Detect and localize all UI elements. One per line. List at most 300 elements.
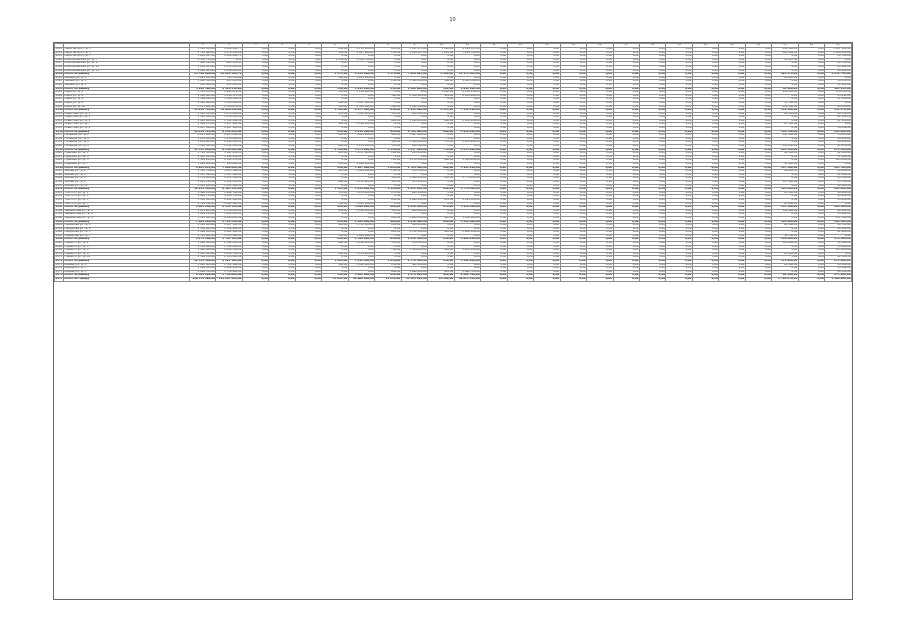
value-cell: 2 228 400,00 xyxy=(190,224,216,228)
value-cell: 0,00 xyxy=(454,209,480,213)
value-cell: 174 600,00 xyxy=(825,274,852,278)
value-cell: 0,00 xyxy=(242,263,268,267)
value-cell: 0,00 xyxy=(269,130,295,134)
address-cell: Итого по району xyxy=(64,220,190,224)
value-cell: 0,00 xyxy=(666,191,692,195)
value-cell: 5 474 000,00 xyxy=(348,148,374,152)
value-cell: 0,00 xyxy=(692,180,718,184)
value-cell: 0,00 xyxy=(719,83,745,87)
row-number-cell: 2523 xyxy=(55,83,63,86)
row-number-cell: 2534 xyxy=(55,122,63,126)
value-cell: 0,00 xyxy=(454,134,480,138)
value-cell: 0,00 xyxy=(745,216,771,220)
value-cell: 0,00 xyxy=(692,123,718,127)
value-cell: 114 000,00 xyxy=(825,91,852,95)
row-number-cell: 2573 xyxy=(55,263,63,266)
value-cell: 2 186 000,00 xyxy=(348,220,374,224)
value-cell: 0,00 xyxy=(454,101,480,105)
value-cell: 0,00 xyxy=(295,249,321,253)
value-cell: 0,00 xyxy=(534,216,560,220)
value-cell: 0,00 xyxy=(534,224,560,228)
value-cell: 0,00 xyxy=(507,148,533,152)
value-cell: 920,00 xyxy=(428,216,454,220)
value-cell: 0,00 xyxy=(692,80,718,84)
value-cell: 0,00 xyxy=(798,195,824,199)
value-cell: 0,00 xyxy=(639,238,665,242)
value-cell: 0,00 xyxy=(587,249,613,253)
value-cell: 0,00 xyxy=(719,105,745,109)
value-cell: 2 542 000,00 xyxy=(401,109,427,113)
value-cell: 0,00 xyxy=(269,55,295,59)
value-cell: 0,00 xyxy=(613,231,639,235)
value-cell: 4 014 000,00 xyxy=(348,188,374,192)
value-cell: 0,00 xyxy=(587,263,613,267)
value-cell: 0,00 xyxy=(560,209,586,213)
value-cell: 118 200,00 xyxy=(772,145,798,149)
value-cell: 2 930 400,00 xyxy=(454,130,480,134)
value-cell: 910 000,00 xyxy=(401,112,427,116)
value-cell: 0,00 xyxy=(587,224,613,228)
value-cell: 0,00 xyxy=(613,91,639,95)
column-header: 15 xyxy=(560,44,586,48)
value-cell: 0,00 xyxy=(613,224,639,228)
address-cell: Пушкина ул., д. 5 xyxy=(64,159,190,163)
value-cell: 0,00 xyxy=(295,278,321,282)
value-cell: 1 060 000,00 xyxy=(348,163,374,167)
value-cell: 0,00 xyxy=(666,242,692,246)
value-cell: 620,00 xyxy=(375,119,401,123)
value-cell: 930,00 xyxy=(375,130,401,134)
value-cell: 520,00 xyxy=(322,170,348,174)
value-cell: 0,00 xyxy=(269,101,295,105)
value-cell: 0,00 xyxy=(322,69,348,73)
value-cell: 0,00 xyxy=(613,202,639,206)
value-cell: 51 400,00 xyxy=(825,242,852,246)
value-cell: 0,00 xyxy=(322,216,348,220)
value-cell: 0,00 xyxy=(613,155,639,159)
value-cell: 0,00 xyxy=(560,155,586,159)
value-cell: 340,00 xyxy=(322,234,348,238)
value-cell: 0,00 xyxy=(613,227,639,231)
value-cell: 1 288 400,00 xyxy=(190,267,216,271)
column-header: 18 xyxy=(639,44,665,48)
value-cell: 0,00 xyxy=(401,184,427,188)
value-cell: 0,00 xyxy=(692,62,718,66)
value-cell: 0,00 xyxy=(692,249,718,253)
value-cell: 0,00 xyxy=(348,173,374,177)
value-cell: 0,00 xyxy=(481,80,507,84)
value-cell: 0,00 xyxy=(666,83,692,87)
row-number-cell: 2547 xyxy=(55,169,63,173)
value-cell: 250,00 xyxy=(375,87,401,91)
value-cell: 0,00 xyxy=(348,65,374,69)
value-cell: 2 508 100,00 xyxy=(216,256,242,260)
value-cell: 810,00 xyxy=(428,177,454,181)
value-cell: 1 040 600,00 xyxy=(825,51,852,55)
value-cell: 2 862 700,00 xyxy=(454,274,480,278)
value-cell: 3 584 220,00 xyxy=(190,159,216,163)
address-cell: Советская ул., д. 5 xyxy=(64,119,190,123)
value-cell: 0,00 xyxy=(639,260,665,264)
value-cell: 0,00 xyxy=(560,112,586,116)
value-cell: 0,00 xyxy=(534,245,560,249)
value-cell: 0,00 xyxy=(613,206,639,210)
value-cell: 0,00 xyxy=(401,227,427,231)
value-cell: 0,00 xyxy=(322,62,348,66)
value-cell: 0,00 xyxy=(507,188,533,192)
value-cell: 0,00 xyxy=(481,252,507,256)
row-number-cell: 2548 xyxy=(55,173,63,176)
value-cell: 0,00 xyxy=(587,87,613,91)
value-cell: 0,00 xyxy=(719,177,745,181)
value-cell: 0,00 xyxy=(295,206,321,210)
value-cell: 50 071 593,00 xyxy=(454,278,480,282)
value-cell: 0,00 xyxy=(666,216,692,220)
value-cell: 1 270 800,00 xyxy=(216,137,242,141)
value-cell: 93 500,00 xyxy=(772,191,798,195)
value-cell: 1 722 000,00 xyxy=(401,231,427,235)
value-cell: 0,00 xyxy=(745,76,771,80)
value-cell: 0,00 xyxy=(613,270,639,274)
value-cell: 0,00 xyxy=(745,227,771,231)
address-cell: Чехова ул., д. 8 xyxy=(64,180,190,184)
value-cell: 0,00 xyxy=(666,206,692,210)
value-cell: 0,00 xyxy=(666,245,692,249)
value-cell: 39 300,00 xyxy=(825,263,852,267)
value-cell: 0,00 xyxy=(772,116,798,120)
value-cell: 0,00 xyxy=(639,155,665,159)
value-cell: 0,00 xyxy=(772,159,798,163)
value-cell: 0,00 xyxy=(295,191,321,195)
value-cell: 0,00 xyxy=(534,278,560,282)
value-cell: 14 028 480,78 xyxy=(216,73,242,77)
value-cell: 0,00 xyxy=(745,231,771,235)
row-number-cell: 2564 xyxy=(55,230,63,234)
value-cell: 0,00 xyxy=(666,80,692,84)
value-cell: 0,00 xyxy=(242,155,268,159)
address-cell: Советская ул., д. 9 xyxy=(64,127,190,131)
row-number-cell: 2571 xyxy=(55,255,63,259)
value-cell: 0,00 xyxy=(719,134,745,138)
value-cell: 0,00 xyxy=(560,148,586,152)
value-cell: 0,00 xyxy=(613,105,639,109)
value-cell: 1 043 200,00 xyxy=(348,87,374,91)
value-cell: 1 500 000,00 xyxy=(401,94,427,98)
value-cell: 0,00 xyxy=(348,184,374,188)
value-cell: 0,00 xyxy=(719,209,745,213)
value-cell: 0,00 xyxy=(348,119,374,123)
value-cell: 0,00 xyxy=(719,166,745,170)
row-number-cell: 2568 xyxy=(55,245,63,248)
value-cell: 0,00 xyxy=(745,238,771,242)
address-cell: Итого по району xyxy=(64,130,190,134)
value-cell: 0,00 xyxy=(269,58,295,62)
value-cell: 0,00 xyxy=(401,58,427,62)
value-cell: 0,00 xyxy=(295,116,321,120)
value-cell: 0,00 xyxy=(242,87,268,91)
value-cell: 0,00 xyxy=(534,180,560,184)
value-cell: 0,00 xyxy=(719,119,745,123)
value-cell: 0,00 xyxy=(666,105,692,109)
value-cell: 0,00 xyxy=(269,202,295,206)
value-cell: 1 702 000,00 xyxy=(348,224,374,228)
value-cell: 0,00 xyxy=(587,227,613,231)
value-cell: 0,00 xyxy=(798,188,824,192)
value-cell: 0,00 xyxy=(295,163,321,167)
value-cell: 2 770 600,00 xyxy=(454,188,480,192)
value-cell: 0,00 xyxy=(534,101,560,105)
value-cell: 0,00 xyxy=(587,141,613,145)
value-cell: 2 986 200,00 xyxy=(190,231,216,235)
value-cell: 1 406 730,00 xyxy=(190,195,216,199)
column-header: 17 xyxy=(613,44,639,48)
value-cell: 0,00 xyxy=(719,242,745,246)
value-cell: 0,00 xyxy=(719,80,745,84)
value-cell: 0,00 xyxy=(560,69,586,73)
value-cell: 2 516 340,00 xyxy=(216,87,242,91)
value-cell: 0,00 xyxy=(507,245,533,249)
value-cell: 38 900,00 xyxy=(825,170,852,174)
value-cell: 0,00 xyxy=(639,195,665,199)
value-cell: 80 100,00 xyxy=(772,224,798,228)
row-number-cell: 2561 xyxy=(55,220,63,223)
value-cell: 0,00 xyxy=(666,98,692,102)
value-cell: 0,00 xyxy=(375,195,401,199)
row-number-cell: 2554 xyxy=(55,194,63,198)
value-cell: 1 840 380,00 xyxy=(454,87,480,91)
value-cell: 0,00 xyxy=(666,73,692,77)
value-cell: 0,00 xyxy=(798,267,824,271)
value-cell: 0,00 xyxy=(534,65,560,69)
value-cell: 14 790 000,00 xyxy=(190,73,216,77)
value-cell: 0,00 xyxy=(719,256,745,260)
value-cell: 1 508 200,00 xyxy=(190,116,216,120)
value-cell: 0,00 xyxy=(692,83,718,87)
value-cell: 0,00 xyxy=(719,270,745,274)
column-header: 14 xyxy=(534,44,560,48)
address-cell: Итого по району xyxy=(64,73,190,77)
value-cell: 0,00 xyxy=(798,249,824,253)
value-cell: 0,00 xyxy=(587,112,613,116)
value-cell: 0,00 xyxy=(401,267,427,271)
value-cell: 0,00 xyxy=(242,260,268,264)
value-cell: 0,00 xyxy=(560,116,586,120)
value-cell: 7 419 190,00 xyxy=(454,109,480,113)
value-cell: 0,00 xyxy=(269,170,295,174)
value-cell: 0,00 xyxy=(613,65,639,69)
value-cell: 0,00 xyxy=(613,278,639,282)
value-cell: 0,00 xyxy=(507,48,533,52)
address-cell: Горького ул., д. 6 xyxy=(64,249,190,253)
row-number-cell: 2535 xyxy=(55,126,63,130)
value-cell: 0,00 xyxy=(322,94,348,98)
value-cell: 2 064 492,77 xyxy=(216,48,242,52)
value-cell: 0,00 xyxy=(507,91,533,95)
value-cell: 0,00 xyxy=(534,202,560,206)
value-cell: 0,00 xyxy=(507,98,533,102)
value-cell: 0,00 xyxy=(269,145,295,149)
value-cell: 7 098 060,00 xyxy=(216,166,242,170)
value-cell: 0,00 xyxy=(745,252,771,256)
value-cell: 95 900,00 xyxy=(825,65,852,69)
value-cell: 66 430,00 xyxy=(825,105,852,109)
value-cell: 0,00 xyxy=(825,101,852,105)
value-cell: 0,00 xyxy=(560,123,586,127)
value-cell: 0,00 xyxy=(428,83,454,87)
value-cell: 0,00 xyxy=(375,116,401,120)
value-cell: 149 700,00 xyxy=(772,130,798,134)
value-cell: 0,00 xyxy=(242,170,268,174)
value-cell: 0,00 xyxy=(587,159,613,163)
value-cell: 0,00 xyxy=(639,206,665,210)
value-cell: 0,00 xyxy=(507,242,533,246)
value-cell: 0,00 xyxy=(692,130,718,134)
value-cell: 0,00 xyxy=(666,220,692,224)
column-header: 5 xyxy=(295,44,321,48)
column-header: 12 xyxy=(481,44,507,48)
value-cell: 0,00 xyxy=(587,155,613,159)
value-cell: 1 356 900,00 xyxy=(190,227,216,231)
address-cell: Ленина ул., д. 1 xyxy=(64,76,190,80)
value-cell: 0,00 xyxy=(639,87,665,91)
value-cell: 0,00 xyxy=(269,242,295,246)
value-cell: 0,00 xyxy=(560,263,586,267)
value-cell: 0,00 xyxy=(401,55,427,59)
value-cell: 0,00 xyxy=(798,116,824,120)
value-cell: 0,00 xyxy=(295,98,321,102)
value-cell: 0,00 xyxy=(639,245,665,249)
value-cell: 0,00 xyxy=(745,188,771,192)
value-cell: 0,00 xyxy=(666,270,692,274)
value-cell: 0,00 xyxy=(613,83,639,87)
value-cell: 0,00 xyxy=(454,137,480,141)
value-cell: 0,00 xyxy=(639,267,665,271)
value-cell: 0,00 xyxy=(745,173,771,177)
value-cell: 0,00 xyxy=(242,65,268,69)
value-cell: 0,00 xyxy=(587,109,613,113)
value-cell: 0,00 xyxy=(798,238,824,242)
value-cell: 0,00 xyxy=(692,152,718,156)
value-cell: 1 810 570,00 xyxy=(216,94,242,98)
value-cell: 0,00 xyxy=(375,83,401,87)
value-cell: 0,00 xyxy=(401,195,427,199)
value-cell: 0,00 xyxy=(507,274,533,278)
value-cell: 0,00 xyxy=(242,245,268,249)
value-cell: 0,00 xyxy=(798,55,824,59)
value-cell: 46 300,00 xyxy=(825,209,852,213)
value-cell: 0,00 xyxy=(269,267,295,271)
value-cell: 0,00 xyxy=(454,173,480,177)
value-cell: 0,00 xyxy=(798,170,824,174)
value-cell: 0,00 xyxy=(666,166,692,170)
value-cell: 0,00 xyxy=(639,220,665,224)
value-cell: 0,00 xyxy=(719,87,745,91)
row-number-cell: 2521 xyxy=(55,76,63,79)
value-cell: 0,00 xyxy=(534,109,560,113)
value-cell: 1 030,00 xyxy=(375,260,401,264)
value-cell: 0,00 xyxy=(269,94,295,98)
value-cell: 0,00 xyxy=(269,227,295,231)
column-header: 2 xyxy=(216,44,242,48)
value-cell: 0,00 xyxy=(507,252,533,256)
value-cell: 0,00 xyxy=(692,134,718,138)
value-cell: 0,00 xyxy=(428,267,454,271)
value-cell: 0,00 xyxy=(507,184,533,188)
value-cell: 0,00 xyxy=(719,252,745,256)
value-cell: 0,00 xyxy=(428,227,454,231)
value-cell: 0,00 xyxy=(481,101,507,105)
value-cell: 0,00 xyxy=(242,76,268,80)
value-cell: 0,00 xyxy=(719,65,745,69)
value-cell: 0,00 xyxy=(613,51,639,55)
value-cell: 0,00 xyxy=(507,101,533,105)
value-cell: 0,00 xyxy=(639,112,665,116)
value-cell: 0,00 xyxy=(242,119,268,123)
value-cell: 0,00 xyxy=(692,242,718,246)
value-cell: 0,00 xyxy=(295,134,321,138)
value-cell: 2 784 300,00 xyxy=(401,166,427,170)
value-cell: 1 406 730,00 xyxy=(216,195,242,199)
value-cell: 580 800,00 xyxy=(401,263,427,267)
value-cell: 0,00 xyxy=(587,152,613,156)
value-cell: 0,00 xyxy=(692,112,718,116)
value-cell: 764 300,00 xyxy=(401,242,427,246)
value-cell: 0,00 xyxy=(613,152,639,156)
value-cell: 0,00 xyxy=(428,112,454,116)
value-cell: 0,00 xyxy=(375,245,401,249)
value-cell: 2 761 300,00 xyxy=(190,152,216,156)
value-cell: 0,00 xyxy=(560,127,586,131)
value-cell: 0,00 xyxy=(613,123,639,127)
value-cell: 0,00 xyxy=(507,112,533,116)
value-cell: 0,00 xyxy=(242,159,268,163)
value-cell: 102 900,00 xyxy=(772,209,798,213)
value-cell: 0,00 xyxy=(639,234,665,238)
value-cell: 0,00 xyxy=(719,267,745,271)
value-cell: 0,00 xyxy=(798,105,824,109)
value-cell: 0,00 xyxy=(481,173,507,177)
value-cell: 0,00 xyxy=(639,173,665,177)
value-cell: 0,00 xyxy=(639,73,665,77)
value-cell: 0,00 xyxy=(375,101,401,105)
value-cell: 0,00 xyxy=(428,65,454,69)
value-cell: 1 364 140,00 xyxy=(216,98,242,102)
value-cell: 0,00 xyxy=(454,213,480,217)
value-cell: 340,00 xyxy=(322,87,348,91)
value-cell: 306,00 xyxy=(428,87,454,91)
value-cell: 0,00 xyxy=(534,87,560,91)
value-cell: 0,00 xyxy=(269,134,295,138)
value-cell: 840,00 xyxy=(428,238,454,242)
value-cell: 284 000,00 xyxy=(772,51,798,55)
value-cell: 0,00 xyxy=(269,213,295,217)
value-cell: 0,00 xyxy=(269,260,295,264)
value-cell: 0,00 xyxy=(269,76,295,80)
value-cell: 0,00 xyxy=(269,62,295,66)
value-cell: 1 862 270,00 xyxy=(190,123,216,127)
row-number-cell: 2549 xyxy=(55,176,63,180)
value-cell: 194 000,00 xyxy=(772,188,798,192)
value-cell: 2 986 200,00 xyxy=(454,238,480,242)
value-cell: 0,00 xyxy=(242,105,268,109)
value-cell: 0,00 xyxy=(745,267,771,271)
value-cell: 0,00 xyxy=(639,180,665,184)
value-cell: 2 356 719,00 xyxy=(348,58,374,62)
address-cell: Пушкина ул., д. 7 xyxy=(64,163,190,167)
row-number-cell: 2545 xyxy=(55,162,63,165)
column-header: 13 xyxy=(507,44,533,48)
value-cell: 0,00 xyxy=(481,69,507,73)
